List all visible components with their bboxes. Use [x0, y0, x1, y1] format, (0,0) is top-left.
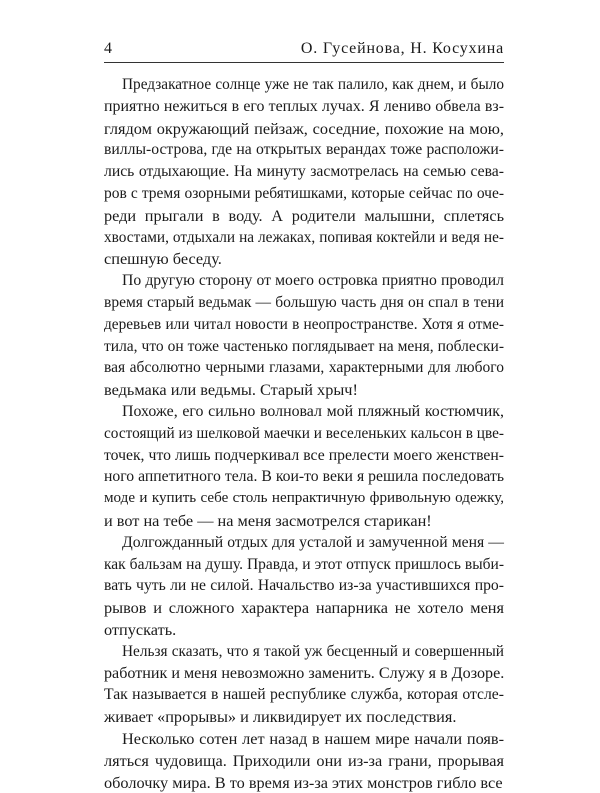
text-line: тила, что он тоже частенько поглядывает на меня, поблески-: [104, 336, 504, 358]
paragraph: [104, 401, 504, 532]
text-line: и вот на тебе — на меня засмотрелся старикан!: [104, 510, 504, 532]
text-line: рывов и сложного характера напарника не хотело меня: [104, 597, 504, 619]
paragraph: [104, 641, 504, 728]
paragraph: [104, 728, 504, 793]
text-line: лись отдыхающие. На минуту засмотрелась на семью сева-: [104, 161, 504, 183]
text-line: ляться чудовища. Приходили они из-за грани, прорывая: [104, 750, 504, 772]
text-line: ного аппетитного тела. В кои-то веки я решила последовать: [104, 466, 504, 488]
text-line: живает «прорывы» и ликвидирует их последствия.: [104, 706, 504, 728]
text-line: оболочку мира. В то время из-за этих монстров гибло все: [104, 772, 504, 793]
text-line: виллы-острова, где на открытых верандах тоже расположи-: [104, 139, 504, 161]
text-line: деревьев или читал новости в неопространстве. Хотя я отме-: [104, 314, 504, 336]
text-line: приятно нежиться в его теплых лучах. Я лениво обвела вз-: [104, 96, 504, 118]
text-line: моде и купить себе столь непрактичную фривольную одежку,: [104, 488, 504, 510]
header-rule: [104, 62, 504, 63]
text-line: как бальзам на душу. Правда, и этот отпуск пришлось выби-: [104, 554, 504, 576]
text-line: время старый ведьмак — большую часть дня он спал в тени: [104, 292, 504, 314]
text-line: вать чуть ли не силой. Начальство из-за участившихся про-: [104, 575, 504, 597]
text-line: точек, что лишь подчеркивал все прелести моего женствен-: [104, 445, 504, 467]
text-line: работник и меня невозможно заменить. Служу я в Дозоре.: [104, 663, 504, 685]
page-number: 4: [104, 40, 113, 58]
text-line: спешную беседу.: [104, 248, 504, 270]
text-line: По другую сторону от моего островка приятно проводил: [104, 270, 504, 292]
text-line: Предзакатное солнце уже не так палило, как днем, и было: [104, 74, 504, 96]
text-line: Похоже, его сильно волновал мой пляжный костюмчик,: [104, 401, 504, 423]
paragraph: [104, 74, 504, 270]
text-line: ведьмака или ведьмы. Старый хрыч!: [104, 379, 504, 401]
text-line: Несколько сотен лет назад в нашем мире начали появ-: [104, 728, 504, 750]
text-line: отпускать.: [104, 619, 504, 641]
text-line: реди прыгали в воду. А родители малышни, сплетясь: [104, 205, 504, 227]
text-line: ров с тремя озорными ребятишками, которые сейчас по оче-: [104, 183, 504, 205]
text-line: Так называется в нашей республике служба, которая отсле-: [104, 684, 504, 706]
text-line: состоящий из шелковой маечки и веселеньких кальсон в цве-: [104, 423, 504, 445]
running-head-authors: О. Гусейнова, Н. Косухина: [301, 40, 504, 58]
text-line: вая абсолютно черными глазами, характерными для любого: [104, 357, 504, 379]
text-line: глядом окружающий пейзаж, соседние, похожие на мою,: [104, 118, 504, 140]
body-text: [104, 74, 504, 793]
text-line: Нельзя сказать, что я такой уж бесценный и совершенный: [104, 641, 504, 663]
text-line: хвостами, отдыхали на лежаках, попивая коктейли и ведя не-: [104, 227, 504, 249]
page-header: [104, 34, 504, 62]
paragraph: [104, 532, 504, 641]
paragraph: [104, 270, 504, 401]
text-line: Долгожданный отдых для усталой и замученной меня —: [104, 532, 504, 554]
